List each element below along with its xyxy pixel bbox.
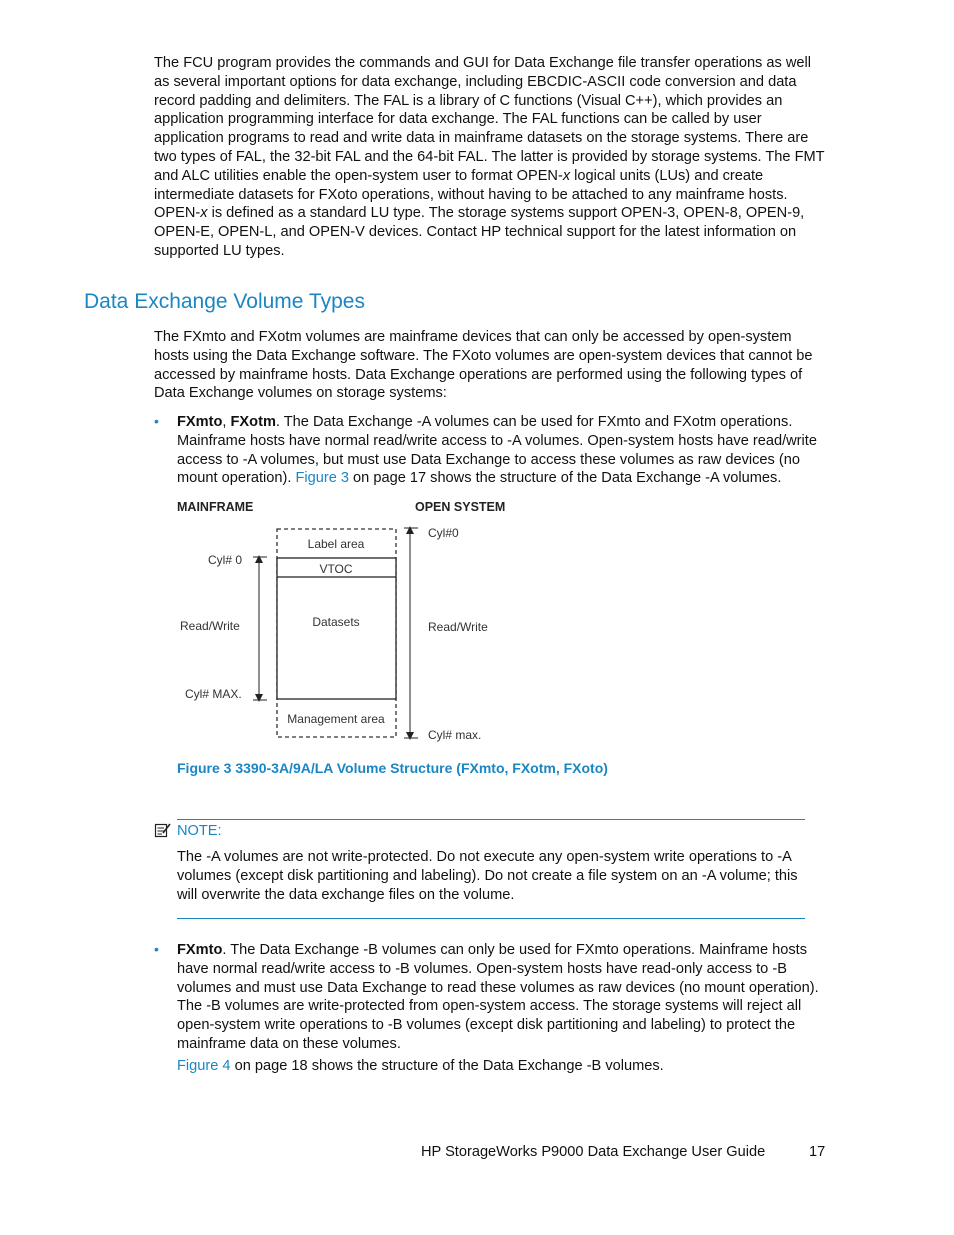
section-intro: The FXmto and FXotm volumes are mainframe devices that can only be accessed by open-system hosts using the Data Exchange software. The FXoto volumes are open-system devices that cannot be accessed by mainframe hosts. Data Exchange operations are performed using the following types of Data Exchange volumes on storage systems: xyxy=(154,329,813,402)
figure-4-link[interactable]: Figure 4 xyxy=(177,1058,231,1074)
p2-part: The FMT and ALC utilities enable the open-system user to format OPEN- xyxy=(154,148,825,184)
p2-part: is defined as a standard LU type. The storage systems support OPEN-3, OPEN-8, OPEN-9, OPEN-E, OPEN-L, and OPEN-V devices. Contact HP technical support for the latest information on supported LU types. xyxy=(154,205,805,259)
figure-3-link[interactable]: Figure 3 xyxy=(295,470,349,487)
intro-paragraph-1-text: The FCU program provides the commands and GUI for Data Exchange file transfer operations as well as several important options for data exchange, including EBCDIC-ASCII code conversion and data record padding and delimiters. The FAL is a library of C functions (Visual C++), which provides an application programming interface for data exchange. The FAL functions can be called by user application programs to read and write data in mainframe datasets on the storage systems. There are two types of FAL, the 32-bit FAL and the 64-bit FAL. The latter is provided by storage systems. xyxy=(154,55,812,165)
figure-caption: Figure 3 3390-3A/9A/LA Volume Structure (FXmto, FXotm, FXoto) xyxy=(177,760,608,776)
figure-4-reference-text: on page 18 shows the structure of the Data Exchange -B volumes. xyxy=(230,1058,664,1074)
mainframe-read-write: Read/Write xyxy=(180,619,240,633)
intro-paragraph-2 xyxy=(154,149,824,259)
bullet-marker: • xyxy=(154,941,159,957)
label-area-text: Label area xyxy=(307,537,365,551)
vtoc-text: VTOC xyxy=(319,562,353,576)
term-separator: , xyxy=(222,414,231,430)
bullet-marker: • xyxy=(154,413,159,429)
volume-structure-figure xyxy=(170,495,520,750)
bullet-item-fxmto-fxotm xyxy=(177,413,832,488)
open-system-cylmax: Cyl# max. xyxy=(428,728,482,742)
mainframe-cylmax: Cyl# MAX. xyxy=(185,687,242,701)
note-label: NOTE: xyxy=(177,823,222,839)
figure-4-reference xyxy=(177,1057,832,1076)
mainframe-arrow-up xyxy=(255,555,263,563)
open-system-cyl0: Cyl#0 xyxy=(428,526,459,540)
term-fxmto: FXmto xyxy=(177,942,223,958)
open-system-read-write: Read/Write xyxy=(428,620,488,634)
open-system-arrow-up xyxy=(406,526,414,534)
mainframe-arrow-down xyxy=(255,694,263,702)
mainframe-cyl0: Cyl# 0 xyxy=(208,553,243,567)
bullet-text: . The Data Exchange -A volumes can be used for FXmto and FXotm operations. Mainframe hosts have normal read/write access to -A volumes. Open-system hosts have read/write access to -A volumes, but must use Data Exchange to access these volumes as raw devices (no mount operation). xyxy=(177,414,817,487)
note-bottom-rule xyxy=(177,918,805,919)
page-number: 17 xyxy=(809,1144,826,1160)
intro-paragraph-1 xyxy=(154,54,830,261)
term-fxmto: FXmto xyxy=(177,414,223,430)
footer-title: HP StorageWorks P9000 Data Exchange User Guide xyxy=(421,1144,766,1160)
term-fxotm: FXotm xyxy=(230,414,276,430)
bullet-text: . The Data Exchange -B volumes can only be used for FXmto operations. Mainframe hosts have normal read/write access to -B volumes. Open-system hosts have read-only access to -B volumes and must use Data Exchange to read these volumes as raw devices (no mount operation). The -B volumes are write-protected from open-system access. The storage systems will reject all open-system write operations to -B volumes (except disk partitioning and labeling) to protect the mainframe data on these volumes. xyxy=(177,942,819,1052)
mainframe-label: MAINFRAME xyxy=(177,500,254,514)
p2-x: x xyxy=(562,167,571,184)
bullet-text-after: on page 17 shows the structure of the Data Exchange -A volumes. xyxy=(349,470,782,487)
note-top-rule xyxy=(177,819,805,820)
note-icon xyxy=(154,822,172,838)
open-system-label: OPEN SYSTEM xyxy=(415,500,506,514)
management-area-text: Management area xyxy=(287,712,385,726)
note-text: The -A volumes are not write-protected. Do not execute any open-system write operations to -A volumes (except disk partitioning and labeling). Do not create a file system on an -A volume; this will overwrite the data exchange files on the volume. xyxy=(177,849,798,903)
p2-part: logical units (LUs) and create intermediate datasets for FXoto operations, without having to be attached to any mainframe hosts. OPEN- xyxy=(154,167,788,222)
datasets-text: Datasets xyxy=(312,615,360,629)
bullet-item-fxmto xyxy=(177,941,832,1054)
section-title: Data Exchange Volume Types xyxy=(84,290,365,313)
open-system-arrow-down xyxy=(406,732,414,740)
p2-x: x xyxy=(200,205,208,222)
